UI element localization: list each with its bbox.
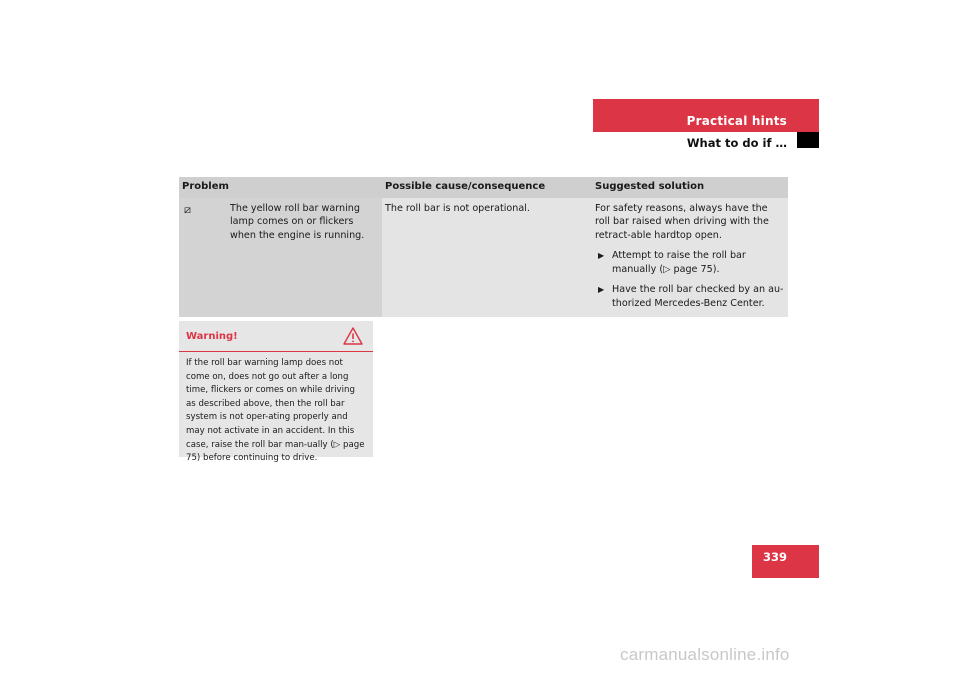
warning-title: Warning! bbox=[186, 331, 238, 342]
solution-step-text: Attempt to raise the roll bar manually (▷ page 75). bbox=[612, 250, 746, 276]
warning-text: If the roll bar warning lamp does not come on, does not go out after a long time, flickers or comes on while driving as described above, then the roll bar system is not oper-ating properly and may not activate in an accident. In this case, raise the roll bar man-ually (▷ page 75) before continuing to drive. bbox=[186, 358, 365, 464]
solution-step-text: Have the roll bar checked by an au-thorized Mercedes-Benz Center. bbox=[612, 284, 784, 309]
column-header-solution: Suggested solution bbox=[592, 177, 788, 198]
problem-text: The yellow roll bar warning lamp comes on or flickers when the engine is running. bbox=[230, 202, 365, 242]
page-number-box bbox=[752, 545, 819, 578]
column-header-cause: Possible cause/consequence bbox=[382, 177, 592, 198]
roll-bar-warning-lamp-icon: ⧄ bbox=[184, 202, 191, 216]
bullet-arrow-icon: ▶ bbox=[598, 285, 605, 295]
table-row bbox=[179, 198, 788, 317]
bullet-arrow-icon: ▶ bbox=[598, 251, 605, 261]
page-number: 339 bbox=[762, 550, 787, 564]
cause-cell bbox=[382, 198, 592, 317]
solution-cell bbox=[592, 198, 788, 317]
watermark: carmanualsonline.info bbox=[620, 645, 790, 664]
warning-box bbox=[179, 321, 373, 464]
hints-table bbox=[179, 177, 788, 317]
header-marker bbox=[797, 132, 819, 148]
table-header-row bbox=[179, 177, 788, 198]
solution-intro: For safety reasons, always have the roll bar raised when driving with the retract-able hardtop open. bbox=[595, 202, 769, 242]
solution-step bbox=[595, 283, 785, 311]
subsection-header bbox=[593, 132, 819, 148]
solution-step bbox=[595, 249, 785, 277]
subsection-title: What to do if … bbox=[686, 136, 787, 150]
cause-text: The roll bar is not operational. bbox=[385, 202, 530, 214]
problem-cell bbox=[179, 198, 382, 317]
warning-header bbox=[179, 321, 373, 352]
column-header-problem: Problem bbox=[179, 177, 382, 198]
warning-triangle-icon bbox=[343, 326, 363, 346]
section-header bbox=[593, 99, 819, 132]
section-title: Practical hints bbox=[686, 114, 787, 128]
